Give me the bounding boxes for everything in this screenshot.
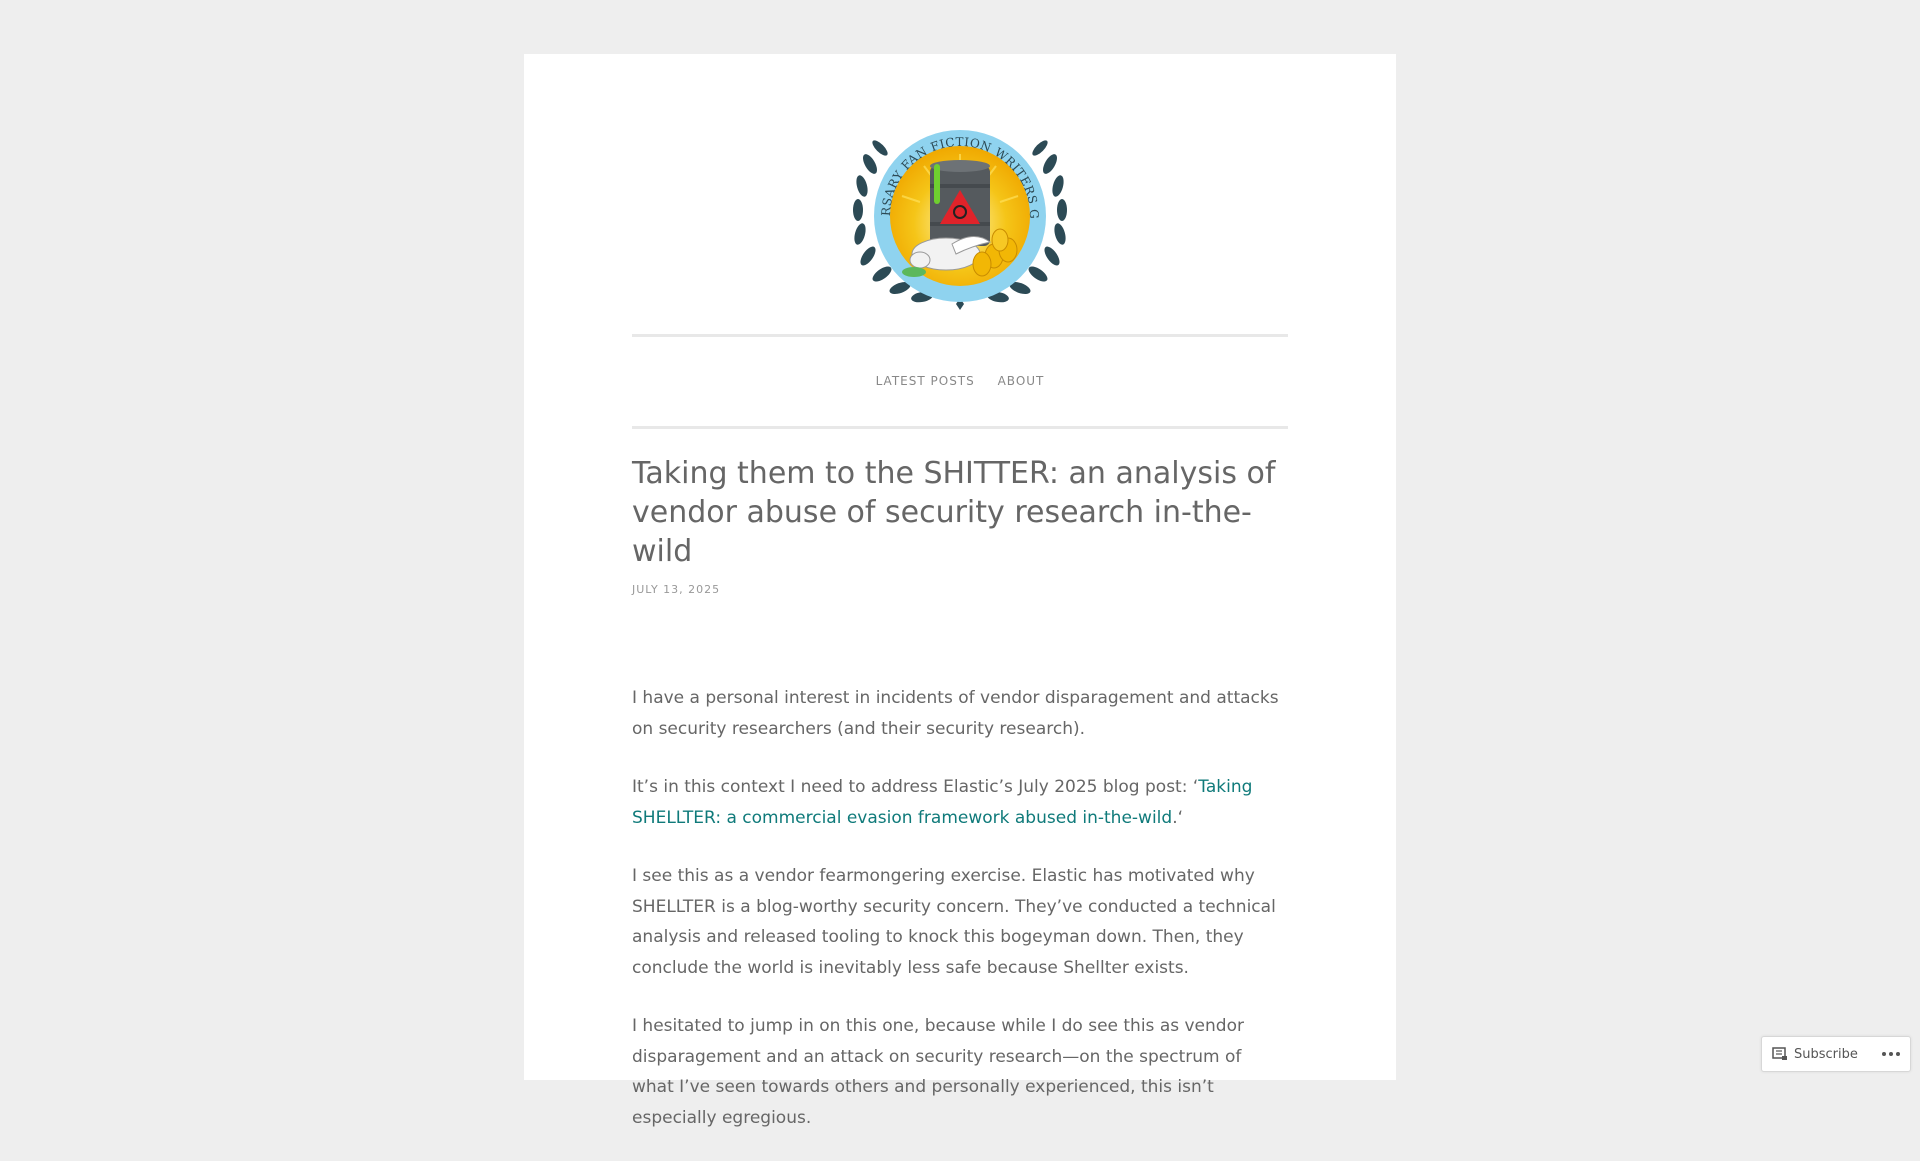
subscribe-button[interactable] xyxy=(1772,1045,1858,1063)
paragraph-1: I have a personal interest in incidents of vendor disparagement and attacks on security researchers (and their security research). xyxy=(632,688,1279,739)
header-divider-bottom xyxy=(632,426,1288,429)
nav-item-latest-posts[interactable]: LATEST POSTS xyxy=(875,374,975,388)
svg-text:ADVERSARY FAN FICTION WRITERS: RSARY FAN FICTION WRITERS G xyxy=(878,134,1042,220)
main-nav xyxy=(632,374,1288,388)
nav-item-about[interactable]: ABOUT xyxy=(997,374,1045,388)
more-actions-button[interactable] xyxy=(1880,1045,1902,1063)
paragraph-2 xyxy=(632,772,1288,833)
subscribe-label: Subscribe xyxy=(1794,1046,1858,1062)
paragraph-2-before: It’s in this context I need to address Elastic’s July 2025 blog post: ‘ xyxy=(632,777,1199,797)
paragraph-3: I see this as a vendor fearmongering exercise. Elastic has motivated why SHELLTER is a blog-worthy security concern. They’ve conducted a technical analysis and released tooling to knock this bogeyman down. Then, they conclude the world is inevitably less safe because Shellter exists. xyxy=(632,866,1276,978)
guild-emblem-icon xyxy=(844,104,1076,314)
post-date[interactable]: JULY 13, 2025 xyxy=(632,583,721,596)
page-card xyxy=(524,54,1396,1128)
paragraph-4: I hesitated to jump in on this one, because while I do see this as vendor disparagement and an attack on security research—on the spectrum of what I’ve seen towards others and personally experienced, this isn’t especially egregious. xyxy=(632,1016,1244,1128)
ellipsis-icon xyxy=(1880,1045,1902,1063)
reader-icon xyxy=(1772,1047,1788,1061)
header-divider-top xyxy=(632,334,1288,337)
post-title[interactable]: Taking them to the SHITTER: an analysis of vendor abuse of security research in-the-wild xyxy=(632,456,1276,569)
elastic-blog-link[interactable]: Taking SHELLTER: a commercial evasion framework abused in-the-wild xyxy=(632,777,1253,828)
paragraph-2-after: .‘ xyxy=(1172,807,1184,828)
subscribe-bar xyxy=(1761,1036,1911,1072)
post-content xyxy=(632,683,1288,1161)
site-logo[interactable] xyxy=(844,104,1076,314)
